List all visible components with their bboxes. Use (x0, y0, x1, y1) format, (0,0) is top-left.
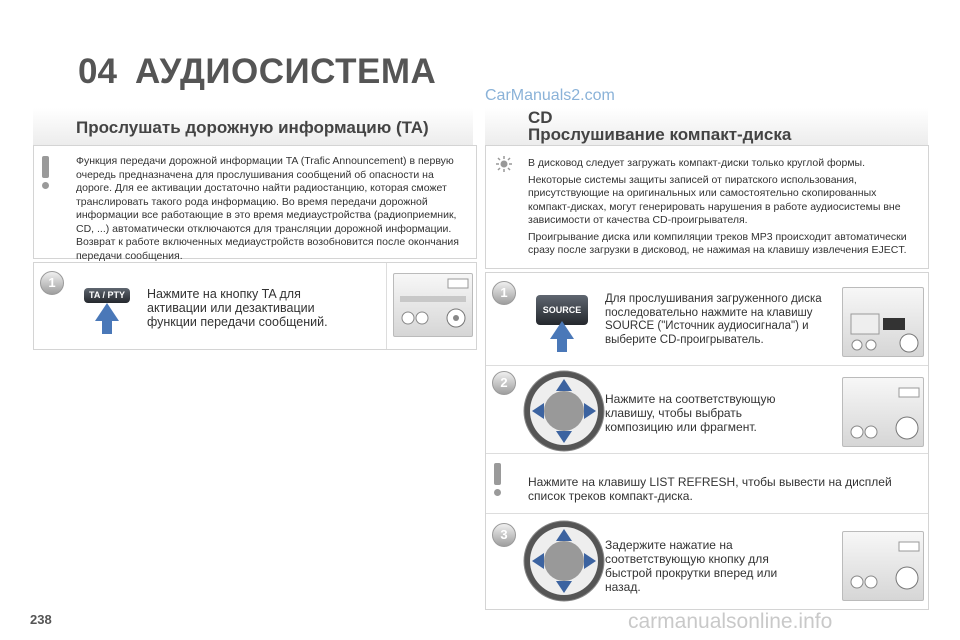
arrow-stem (102, 320, 112, 334)
arrow-stem (557, 338, 567, 352)
divider (486, 513, 928, 514)
info-paragraph-2: Некоторые системы защиты записей от пиратского использования, присутствующие на оригинальных или самостоятельно скопированных компакт-дисках, могут генерировать нарушения в работе аудиосистемы вне зависимости от качества CD-проигрывателя. (528, 173, 901, 226)
info-paragraph-1: В дисковод следует загружать компакт-диски только круглой формы. (528, 157, 866, 169)
radio-unit-image (842, 377, 924, 447)
chapter-title: АУДИОСИСТЕМА (135, 52, 437, 91)
chapter-number: 04 (78, 52, 117, 91)
divider (386, 263, 387, 349)
arrow-up-icon (95, 303, 119, 321)
radio-unit-image (842, 531, 924, 601)
ta-pty-button-image: TA / PTY (84, 288, 130, 303)
divider (486, 453, 928, 454)
watermark-bottom: carmanualsonline.info (628, 610, 833, 633)
radio-unit-image (842, 287, 924, 357)
radio-unit-image (393, 273, 473, 337)
step-number-badge: 1 (40, 271, 64, 295)
right-step3-text: Задержите нажатие на соответствующую кнопку для быстрой прокрутки вперед или назад. (605, 538, 778, 594)
step-number-badge: 3 (492, 523, 516, 547)
left-step1-text: Нажмите на кнопку TA для активации или дезактивации функции передачи сообщений. (147, 287, 328, 329)
right-info-text (528, 157, 920, 261)
step-number-badge: 1 (492, 281, 516, 305)
right-note-text: Нажмите на клавишу LIST REFRESH, чтобы вывести на дисплей список треков компакт-диска. (528, 475, 892, 503)
sun-info-icon (496, 156, 512, 172)
right-section-title: Прослушивание компакт-диска (528, 125, 792, 144)
source-button-image: SOURCE (536, 295, 588, 325)
page-number: 238 (30, 612, 52, 627)
step-number-badge: 2 (492, 371, 516, 395)
right-section-title-cd: CD (528, 108, 553, 127)
watermark-top: CarManuals2.com (485, 87, 615, 104)
arrow-up-icon (550, 321, 574, 339)
right-step2-text: Нажмите на соответствующую клавишу, чтобы выбрать композицию или фрагмент. (605, 392, 776, 434)
direction-pad-icon (522, 519, 606, 603)
warning-icon (494, 463, 501, 485)
warning-icon (42, 156, 49, 178)
left-section-title: Прослушать дорожную информацию (TA) (76, 118, 429, 137)
divider (486, 365, 928, 366)
direction-pad-icon (522, 369, 606, 453)
info-paragraph-3: Проигрывание диска или компиляции треков MP3 происходит автоматически сразу после загрузки в дисковод, не нажимая на клавишу извлечения EJECT. (528, 230, 907, 256)
left-warning-text: Функция передачи дорожной информации TA (Trafic Announcement) в первую очередь предназначена для прослушивания сообщений об опасности на дороге. Для ее активации достаточно найти радиостанцию, которая сможет транслировать такого рода информацию. Во время передачи дорожной информации все работающие в это время медиаустройства (радиоприемник, CD, ...) автоматически отключаются для трансляции дорожной информации. Возврат к работе включенных медиаустройств возобновится после окончания передачи сообщения. (76, 155, 459, 262)
right-step1-text: Для прослушивания загруженного диска последовательно нажмите на клавишу SOURCE ("Источник аудиосигнала") и выберите CD-проигрыватель. (605, 293, 822, 346)
